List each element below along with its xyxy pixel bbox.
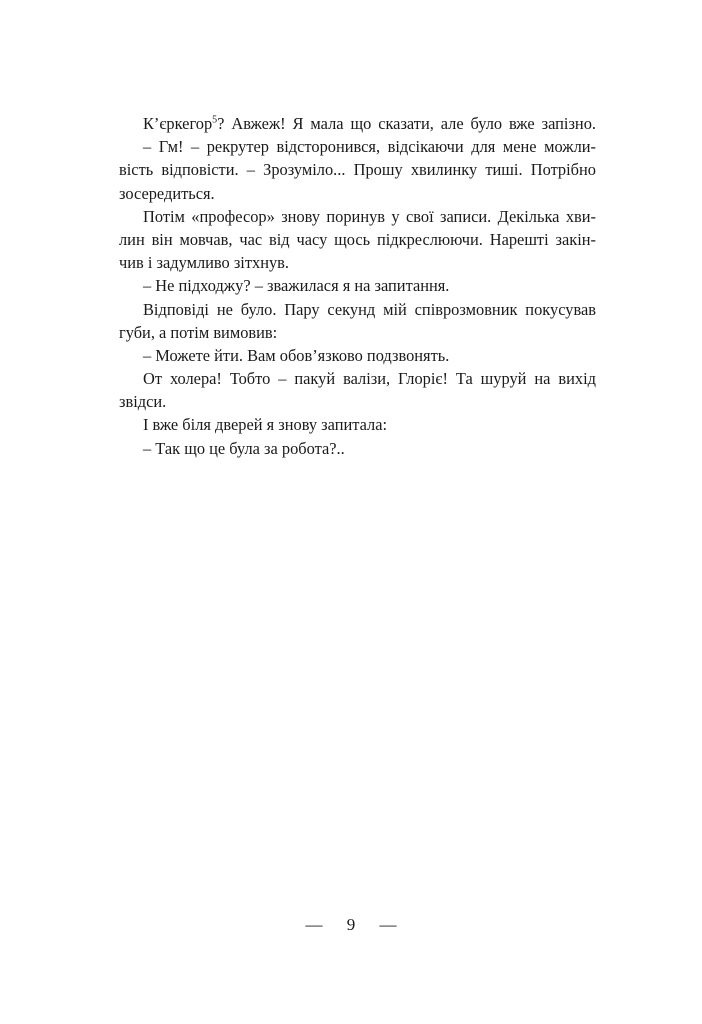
text-line: чив і задумливо зітхнув. [119, 253, 290, 273]
body-text [119, 112, 596, 460]
text-line: губи, а потім вимовив: [119, 322, 278, 342]
page-footer [0, 915, 702, 935]
text-line: – Гм! – рекрутер відсторонився, відсікаючи для мене можли- [143, 137, 596, 157]
text-line: Потім «професор» знову поринув у свої записи. Декілька хви- [143, 206, 596, 226]
text-line: – Не підходжу? – зважилася я на запитання. [143, 276, 450, 296]
text-segment: ? Авжеж! Я мала що сказати, але було вже запізно. [217, 114, 596, 133]
text-segment: К’єркегор [143, 114, 213, 133]
text-line: лин він мовчав, час від часу щось підкреслюючи. Нарешті закін- [119, 229, 596, 249]
text-line: Відповіді не було. Пару секунд мій співрозмовник покусував [143, 299, 596, 319]
text-line: От холера! Тобто – пакуй валізи, Глоріє! Та шуруй на вихід [143, 369, 596, 389]
text-line: – Так що це була за робота?.. [143, 438, 345, 458]
footer-dash-right: — [379, 915, 397, 934]
text-line: зосередиться. [119, 183, 215, 203]
text-line: вість відповісти. – Зрозуміло... Прошу хвилинку тиші. Потрібно [119, 160, 596, 180]
text-line: звідси. [119, 392, 167, 412]
text-line [119, 112, 596, 135]
footer-dash-left: — [305, 915, 323, 934]
page-number: 9 [346, 915, 356, 934]
text-line: І вже біля дверей я знову запитала: [143, 415, 388, 435]
footnote-marker[interactable]: 5 [212, 114, 218, 126]
text-line: – Можете йти. Вам обов’язково подзвонять. [143, 345, 450, 365]
